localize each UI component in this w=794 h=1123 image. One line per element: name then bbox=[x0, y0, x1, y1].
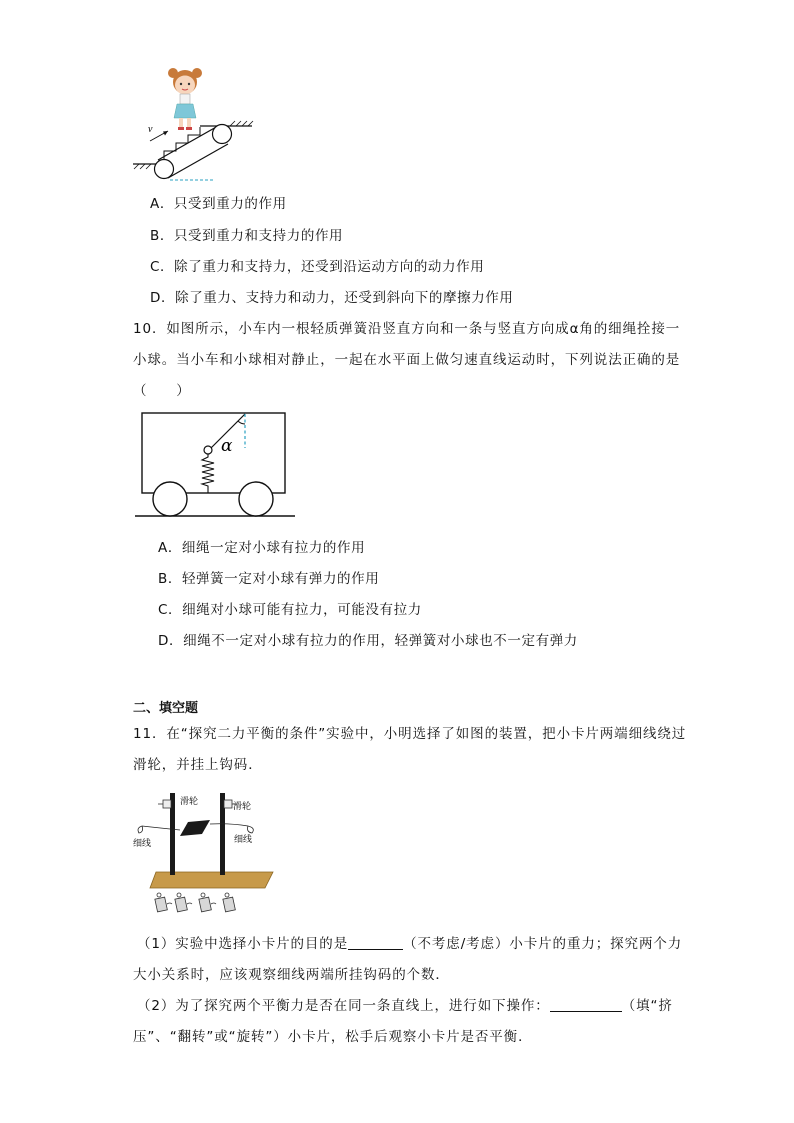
q9-option-c: C．除了重力和支持力，还受到沿运动方向的动力作用 bbox=[150, 259, 485, 275]
q11-sub2-line1 bbox=[137, 994, 673, 1014]
q11-sub2-text-b: （填“挤 bbox=[621, 998, 673, 1014]
q10-stem-line1: 10．如图所示，小车内一根轻质弹簧沿竖直方向和一条与竖直方向成α角的细绳拴接一 bbox=[133, 321, 681, 337]
q11-sub1-line1 bbox=[137, 932, 682, 952]
q9-option-a: A．只受到重力的作用 bbox=[150, 196, 287, 212]
q10-stem-line2: 小球。当小车和小球相对静止，一起在水平面上做匀速直线运动时，下列说法正确的是 bbox=[133, 352, 681, 368]
q10-option-c: C．细绳对小球可能有拉力，可能没有拉力 bbox=[158, 602, 422, 618]
velocity-label: v bbox=[148, 124, 153, 135]
cart-figure bbox=[135, 408, 295, 520]
q11-sub1-line2: 大小关系时，应该观察细线两端所挂钩码的个数． bbox=[133, 967, 450, 983]
q11-sub2-text-a: （2）为了探究两个平衡力是否在同一条直线上，进行如下操作： bbox=[137, 998, 550, 1014]
q11-stem-line1: 11．在“探究二力平衡的条件”实验中，小明选择了如图的装置，把小卡片两端细线绕过 bbox=[133, 726, 687, 742]
string-label-left: 细线 bbox=[133, 839, 152, 849]
q10-option-a: A．细绳一定对小球有拉力的作用 bbox=[158, 540, 366, 556]
weights-icon bbox=[155, 897, 235, 912]
q10-option-d: D．细绳不一定对小球有拉力的作用，轻弹簧对小球也不一定有弹力 bbox=[158, 633, 578, 649]
pulley-label-left: 滑轮 bbox=[180, 797, 199, 807]
q11-sub2-answer-blank[interactable] bbox=[550, 997, 622, 1012]
escalator-figure bbox=[130, 60, 260, 185]
q9-option-d: D．除了重力、支持力和动力，还受到斜向下的摩擦力作用 bbox=[150, 290, 514, 306]
q11-sub2-line2: 压”、“翻转”或“旋转”）小卡片，松手后观察小卡片是否平衡． bbox=[133, 1029, 533, 1045]
q11-sub1-text-a: （1）实验中选择小卡片的目的是 bbox=[137, 936, 349, 952]
alpha-label: α bbox=[221, 436, 233, 456]
q11-stem-line2: 滑轮，并挂上钩码． bbox=[133, 757, 263, 773]
pulley-label-right: 滑轮 bbox=[233, 802, 252, 812]
apparatus-figure bbox=[130, 788, 275, 918]
string-label-right: 细线 bbox=[234, 835, 253, 845]
section-heading: 二、填空题 bbox=[133, 701, 199, 716]
q11-sub1-answer-blank[interactable] bbox=[348, 935, 403, 950]
q10-stem-line3: （ ） bbox=[133, 383, 191, 399]
girl-icon bbox=[168, 68, 202, 130]
q11-sub1-text-b: （不考虑/考虑）小卡片的重力；探究两个力 bbox=[403, 936, 683, 952]
q10-option-b: B．轻弹簧一定对小球有弹力的作用 bbox=[158, 571, 380, 587]
q9-option-b: B．只受到重力和支持力的作用 bbox=[150, 228, 344, 244]
